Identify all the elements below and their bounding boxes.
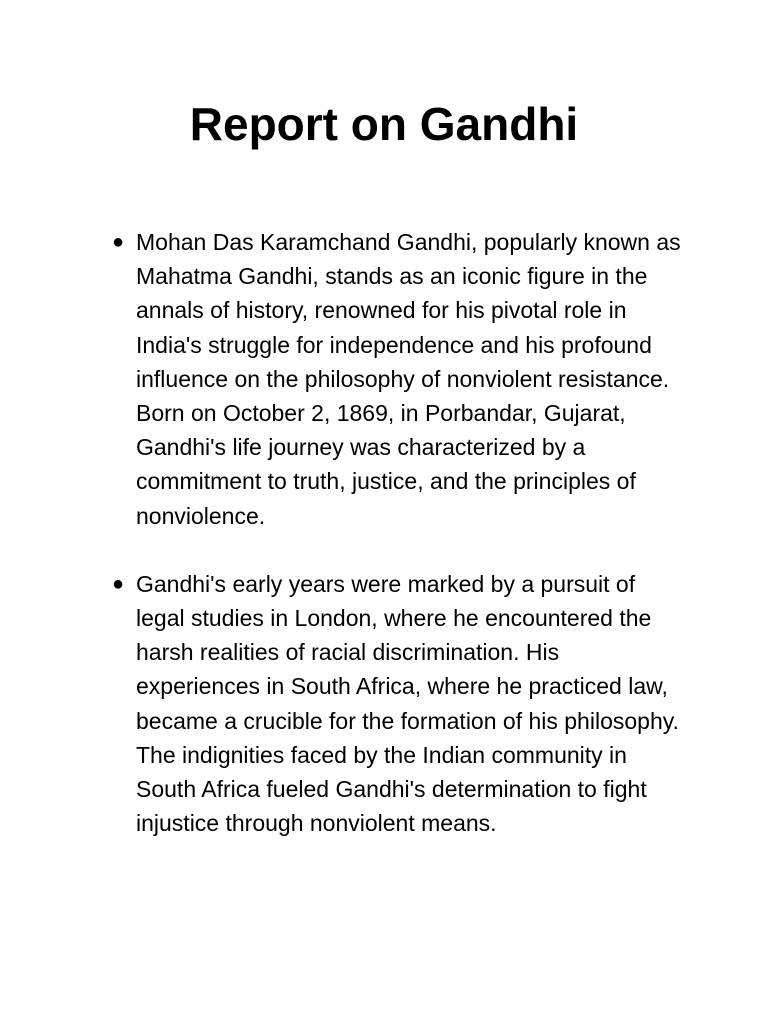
bullet-icon: ● (112, 572, 125, 595)
bullet-list (112, 225, 682, 874)
list-item (112, 567, 682, 841)
paragraph-text: Mohan Das Karamchand Gandhi, popularly known as Mahatma Gandhi, stands as an iconic figure in the annals of history, renowned for his pivotal role in India's struggle for independence and his profound influence on the philosophy of nonviolent resistance. Born on October 2, 1869, in Porbandar, Gujarat, Gandhi's life journey was characterized by a commitment to truth, justice, and the principles of nonviolence. (136, 229, 681, 529)
document-title: Report on Gandhi (189, 98, 579, 150)
paragraph-text: Gandhi's early years were marked by a pursuit of legal studies in London, where he encountered the harsh realities of racial discrimination. His experiences in South Africa, where he practiced law, became a crucible for the formation of his philosophy. The indignities faced by the Indian community in South Africa fueled Gandhi's determination to fight injustice through nonviolent means. (136, 570, 679, 837)
bullet-icon: ● (112, 231, 125, 253)
list-item (112, 225, 682, 533)
